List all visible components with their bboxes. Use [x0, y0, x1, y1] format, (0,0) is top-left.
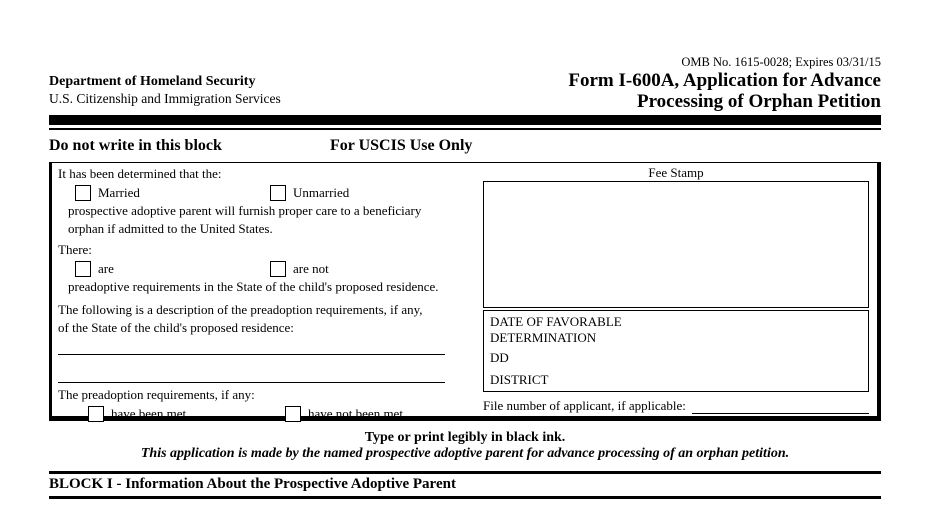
- met-label: have been met.: [111, 405, 190, 421]
- header-divider-line: [49, 128, 881, 130]
- married-checkbox[interactable]: [75, 185, 91, 201]
- are-checkbox[interactable]: [75, 261, 91, 277]
- are-not-checkbox[interactable]: [270, 261, 286, 277]
- unmarried-option[interactable]: [270, 184, 349, 202]
- uscis-use-only-block: [49, 162, 881, 421]
- are-option[interactable]: [75, 260, 270, 278]
- determination-column: [58, 165, 478, 423]
- agency-header: [49, 73, 281, 107]
- agency-name: Department of Homeland Security: [49, 74, 256, 89]
- requirements-checkbox-row: [58, 259, 478, 278]
- determined-cont2: orphan if admitted to the United States.: [68, 221, 273, 236]
- there-intro: There:: [58, 242, 92, 257]
- unmarried-label: Unmarried: [293, 184, 350, 200]
- not-met-option[interactable]: [285, 405, 406, 423]
- married-label: Married: [98, 184, 140, 200]
- married-option[interactable]: [75, 184, 270, 202]
- omb-number: OMB No. 1615-0028; Expires 03/31/15: [681, 55, 881, 69]
- met-option[interactable]: [88, 405, 285, 423]
- determined-cont1: prospective adoptive parent will furnish proper care to a beneficiary: [68, 203, 422, 218]
- fee-stamp-column: [483, 165, 869, 414]
- not-met-label: have not been met.: [308, 405, 407, 421]
- are-label: are: [98, 260, 114, 276]
- district-label: DISTRICT: [490, 372, 549, 387]
- there-cont: preadoptive requirements in the State of the child's proposed residence.: [68, 279, 439, 294]
- ink-instruction: Type or print legibly in black ink.: [364, 430, 566, 445]
- description-blank-line-1[interactable]: [58, 354, 445, 355]
- fee-stamp-box: [483, 181, 869, 308]
- do-not-write-label: Do not write in this block: [49, 137, 222, 154]
- marital-checkbox-row: [58, 183, 478, 202]
- description-line2: of the State of the child's proposed residence:: [58, 320, 294, 335]
- description-blank-line-2[interactable]: [58, 382, 445, 383]
- met-checkbox-row: [58, 404, 478, 423]
- determination-line2: DETERMINATION: [490, 330, 597, 345]
- are-not-label: are not: [293, 260, 329, 276]
- form-header: [568, 55, 881, 112]
- determination-line1: DATE OF FAVORABLE: [490, 314, 622, 329]
- dd-label: DD: [490, 350, 509, 365]
- determination-box: [483, 310, 869, 392]
- uscis-use-only-label: For USCIS Use Only: [330, 137, 473, 154]
- block1-heading: BLOCK I - Information About the Prospective Adoptive Parent: [49, 471, 881, 499]
- form-title-line1: Form I-600A, Application for Advance: [568, 70, 881, 91]
- determined-intro: It has been determined that the:: [58, 166, 222, 181]
- file-number-label: File number of applicant, if applicable:: [483, 398, 686, 413]
- are-not-option[interactable]: [270, 260, 329, 278]
- form-title-line2: Processing of Orphan Petition: [636, 91, 881, 112]
- have-been-met-checkbox[interactable]: [88, 406, 104, 422]
- preadoption-intro: The preadoption requirements, if any:: [58, 387, 255, 402]
- fee-stamp-label: Fee Stamp: [648, 165, 704, 180]
- application-statement: This application is made by the named prospective adoptive parent for advance processing of an orphan petition.: [140, 446, 790, 461]
- unmarried-checkbox[interactable]: [270, 185, 286, 201]
- agency-subname: U.S. Citizenship and Immigration Services: [49, 91, 281, 106]
- file-number-row: [483, 398, 869, 414]
- file-number-blank-line[interactable]: [692, 399, 869, 414]
- have-not-been-met-checkbox[interactable]: [285, 406, 301, 422]
- description-line1: The following is a description of the preadoption requirements, if any,: [58, 302, 423, 317]
- header-divider-bar: [49, 115, 881, 125]
